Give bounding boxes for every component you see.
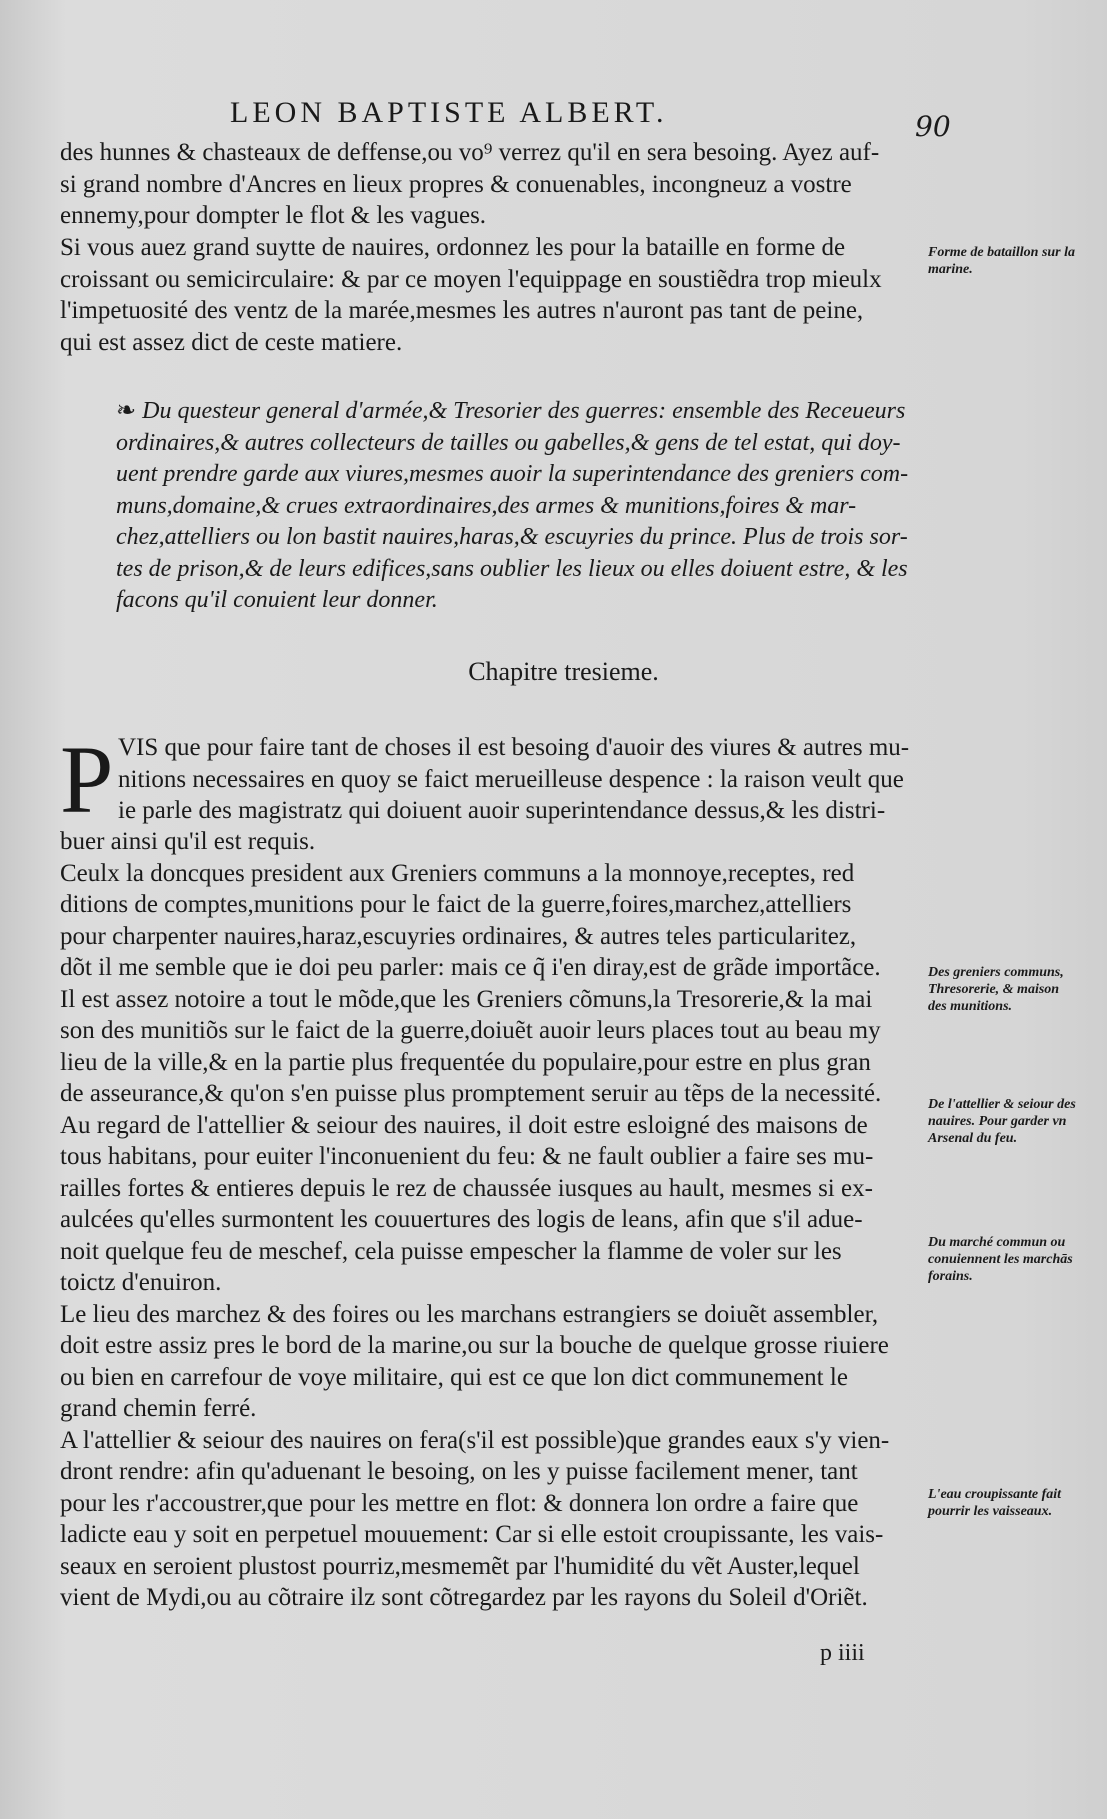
text-line: toictz d'enuiron. xyxy=(60,1269,222,1296)
text-line: ennemy,pour dompter le flot & les vagues. xyxy=(60,202,487,229)
fleuron-icon: ❧ xyxy=(116,398,137,424)
margin-note: Forme de bataillon sur la marine. xyxy=(928,245,1076,277)
text-line: pour charpenter nauires,haraz,escuyries ordinaires, & autres teles particularitez, xyxy=(60,922,857,950)
text-line: Au regard de l'attellier & seiour des nauires, il doit estre esloigné des maisons de xyxy=(60,1111,868,1139)
chapter-title: Chapitre tresieme. xyxy=(468,657,659,686)
signature-mark: p iiii xyxy=(820,1640,865,1666)
margin-note: Des greniers communs, Thresorerie, & maison des munitions. xyxy=(928,965,1064,1014)
folio-number: 90 xyxy=(915,110,951,143)
text-line: grand chemin ferré. xyxy=(60,1395,257,1422)
text-line: A l'attellier & seiour des nauires on fera(s'il est possible)que grandes eaux s'y vien- xyxy=(60,1426,890,1454)
chapter-summary xyxy=(116,396,936,617)
text-line: Le lieu des marchez & des foires ou les marchans estrangiers se doiuẽt assembler, xyxy=(60,1300,879,1328)
drop-capital: P xyxy=(60,726,114,833)
text-line: Si vous auez grand suytte de nauires, ordonnez les pour la bataille en forme de xyxy=(60,234,846,261)
text-line: de asseurance,& qu'on s'en puisse plus promptement seruir au tẽps de la necessité. xyxy=(60,1080,882,1107)
text-line: railles fortes & entieres depuis le rez de chaussée iusques au hault, mesmes si ex- xyxy=(60,1174,873,1202)
margin-note: L'eau croupissante fait pourrir les vaisseaux. xyxy=(928,1487,1062,1519)
text-line: si grand nombre d'Ancres en lieux propres & conuenables, incongneuz a vostre xyxy=(60,170,852,198)
text-line: seaux en seroient plustost pourriz,mesmemẽt par l'humidité du vẽt Auster,lequel xyxy=(60,1552,860,1580)
summary-line-text: Du questeur general d'armée,& Tresorier des guerres: ensemble des Receueurs xyxy=(142,398,906,424)
text-line: noit quelque feu de meschef, cela puisse empescher la flamme de voler sur les xyxy=(60,1237,842,1265)
summary-line: tes de prison,& de leurs edifices,sans oublier les lieux ou elles doiuent estre, & les xyxy=(116,555,908,582)
text-line: dõt il me semble que ie doi peu parler: mais ce q̃ i'en diray,est de grãde importãce. xyxy=(60,954,881,981)
summary-line: uent prendre garde aux viures,mesmes auoir la superintendance des greniers com- xyxy=(116,461,909,487)
summary-line: facons qu'il conuient leur donner. xyxy=(116,587,438,613)
text-line: des hunnes & chasteaux de deffense,ou vo⁹ verrez qu'il en sera besoing. Ayez auf- xyxy=(60,139,880,166)
text-line: vient de Mydi,ou au cõtraire ilz sont cõtregardez par les rayons du Soleil d'Oriẽt. xyxy=(60,1584,868,1611)
summary-line: muns,domaine,& crues extraordinaires,des armes & munitions,foires & mar- xyxy=(116,492,857,519)
text-line: buer ainsi qu'il est requis. xyxy=(60,828,316,855)
chapter-opening-lines xyxy=(118,732,918,827)
summary-line-first xyxy=(116,396,936,428)
text-line: ou bien en carrefour de voye militaire, qui est ce que lon dict communement le xyxy=(60,1363,848,1391)
text-line: aulcées qu'elles surmontent les couuertures des logis de leans, afin que s'il adue- xyxy=(60,1206,863,1233)
text-line: dront rendre: afin qu'aduenant le besoing, on les y puisse facilement mener, tant xyxy=(60,1458,858,1485)
margin-note: Du marché commun ou conuiennent les marchās forains. xyxy=(928,1235,1073,1284)
text-line: qui est assez dict de ceste matiere. xyxy=(60,328,403,356)
text-line: VIS que pour faire tant de choses il est besoing d'auoir des viures & autres mu- xyxy=(118,734,910,761)
text-line: doit estre assiz pres le bord de la marine,ou sur la bouche de quelque grosse riuiere xyxy=(60,1332,889,1359)
text-line: ie parle des magistratz qui doiuent auoir superintendance dessus,& les distri- xyxy=(118,797,886,824)
text-line: nitions necessaires en quoy se faict merueilleuse despence : la raison veult que xyxy=(118,765,904,793)
summary-line: chez,attelliers ou lon bastit nauires,haras,& escuyries du prince. Plus de trois sor- xyxy=(116,524,908,550)
paragraph-2 xyxy=(60,232,920,358)
text-line: l'impetuosité des ventz de la marée,mesmes les autres n'auront pas tant de peine, xyxy=(60,297,864,324)
text-line: pour les r'accoustrer,que pour les mettre en flot: & donnera lon ordre a faire que xyxy=(60,1489,859,1517)
text-line: ditions de comptes,munitions pour le faict de la guerre,foires,marchez,attelliers xyxy=(60,891,852,918)
text-line: Ceulx la doncques president aux Greniers communs a la monnoye,receptes, red xyxy=(60,859,855,887)
running-header: LEON BAPTISTE ALBERT. xyxy=(230,96,668,129)
chapter-body xyxy=(60,826,920,1614)
summary-line: ordinaires,& autres collecteurs de tailles ou gabelles,& gens de tel estat, qui doy- xyxy=(116,429,901,456)
text-line: croissant ou semicirculaire: & par ce moyen l'equippage en soustiẽdra trop mieulx xyxy=(60,265,882,293)
text-line: son des munitiõs sur le faict de la guerre,doiuẽt auoir leurs places tout au beau my xyxy=(60,1017,881,1044)
text-line: tous habitans, pour euiter l'inconuenient du feu: & ne fault oublier a faire ses mu- xyxy=(60,1143,874,1170)
text-line: Il est assez notoire a tout le mõde,que les Greniers cõmuns,la Tresorerie,& la mai xyxy=(60,985,873,1013)
text-line: ladicte eau y soit en perpetuel mouuement: Car si elle estoit croupissante, les vais- xyxy=(60,1521,884,1548)
paragraph-1 xyxy=(60,137,920,232)
margin-note: De l'attellier & seiour des nauires. Pour garder vn Arsenal du feu. xyxy=(928,1097,1076,1146)
text-line: lieu de la ville,& en la partie plus frequentée du populaire,pour estre en plus gran xyxy=(60,1048,871,1076)
